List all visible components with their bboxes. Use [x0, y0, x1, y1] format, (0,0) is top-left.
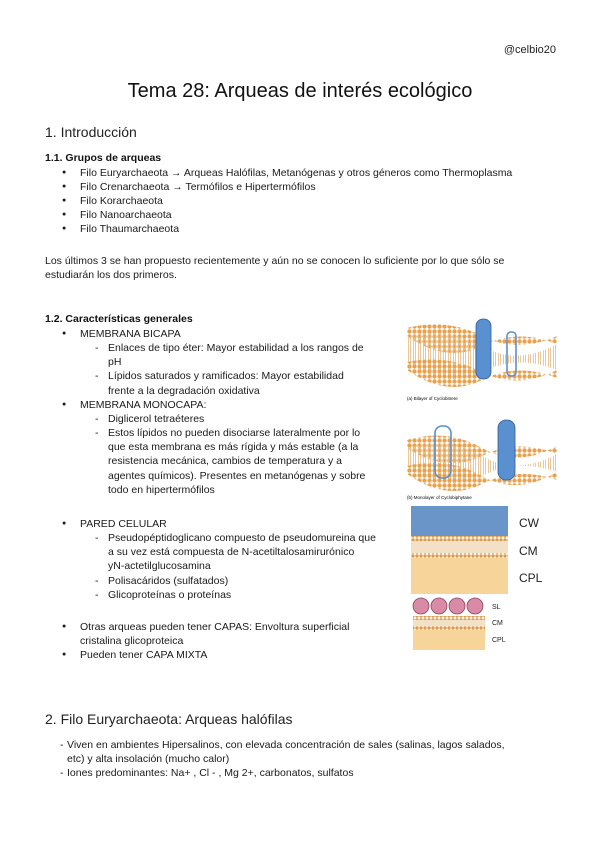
sub-list-item: - Diglicerol tetraéteres	[45, 412, 395, 426]
list-item: - Iones predominantes: Na+ , Cl - , Mg 2+, carbonatos, sulfatos	[45, 766, 565, 780]
sub-list-item: - Lípidos saturados y ramificados: Mayor estabilidad frente a la degradación oxidativa	[45, 369, 395, 397]
list-item: ● Filo Korarchaeota	[45, 194, 565, 208]
other-list	[45, 620, 395, 662]
list-item-bicapa: ● MEMBRANA BICAPA	[45, 327, 395, 341]
sub-list-item: - Polisacáridos (sulfatados)	[45, 574, 395, 588]
monolayer-membrane-figure	[407, 418, 557, 502]
list-item: ● Filo Thaumarchaeota	[45, 222, 565, 236]
subsection-1-1-heading: 1.1. Grupos de arqueas	[45, 152, 162, 164]
bilayer-membrane-figure	[407, 314, 557, 404]
wall-label-cm: CM	[519, 544, 538, 558]
figure-caption-a: (a) Bilayer of Cyclobitrere	[407, 396, 458, 401]
list-item: - Viven en ambientes Hipersalinos, con elevada concentración de sales (salinas, lagos salados, etc) y alta insolación (mucho calor)	[45, 738, 565, 766]
cell-wall-figure	[411, 506, 551, 652]
characteristics-list	[45, 327, 395, 497]
intro-paragraph	[45, 254, 565, 282]
halophiles-list	[45, 738, 565, 781]
slayer-label-cpl: CPL	[492, 637, 506, 644]
list-item-mixta: ● Pueden tener CAPA MIXTA	[45, 648, 395, 662]
wall-label-cpl: CPL	[519, 571, 543, 585]
figure-caption-b: (b) Monolayer of Cyclobiphytane	[407, 495, 472, 500]
slayer-label-sl: SL	[492, 604, 501, 611]
list-item-otras: ● Otras arqueas pueden tener CAPAS: Envoltura superficial cristalina glicoproteica	[45, 620, 395, 648]
wall-label-cw: CW	[519, 516, 539, 530]
section-1-heading: 1. Introducción	[45, 124, 137, 140]
list-item-pared: ● PARED CELULAR	[45, 517, 395, 531]
list-item: ● Filo Nanoarchaeota	[45, 208, 565, 222]
section-2-heading: 2. Filo Euryarchaeota: Arqueas halófilas	[45, 711, 293, 727]
page-title: Tema 28: Arqueas de interés ecológico	[127, 80, 473, 102]
pared-list	[45, 517, 395, 602]
list-item: ● Filo Crenarchaeota → Termófilos e Hipertermófilos	[45, 180, 565, 194]
list-item: ● Filo Euryarchaeota → Arqueas Halófilas, Metanógenas y otros géneros como Thermoplasma	[45, 166, 565, 180]
sub-list-item: - Pseudopéptidoglicano compuesto de pseudomureina que a su vez está compuesta de N-acetiltalosamirurónico yN-actetilglucosamina	[45, 531, 395, 574]
sub-list-item: - Estos lípidos no pueden disociarse lateralmente por lo que esta membrana es más rígida y más estable (a la resistencia mecánica, cambios de temperatura y a agentes químicos). Presentes en metanógenas y sobre todo en hipertermófilos	[45, 426, 395, 497]
sub-list-item: - Glicoproteínas o proteínas	[45, 588, 395, 602]
subsection-1-2-heading: 1.2. Características generales	[45, 313, 193, 325]
list-item-monocapa: ● MEMBRANA MONOCAPA:	[45, 398, 395, 412]
archaea-groups-list	[45, 166, 565, 236]
paragraph-line: estudiarán los dos primeros.	[45, 269, 177, 281]
watermark: @celbio20	[503, 44, 556, 56]
slayer-label-cm: CM	[492, 620, 503, 627]
sub-list-item: - Enlaces de tipo éter: Mayor estabilidad a los rangos de pH	[45, 341, 395, 369]
paragraph-line: Los últimos 3 se han propuesto recientemente y aún no se conocen lo suficiente por lo que sólo se	[45, 255, 505, 267]
